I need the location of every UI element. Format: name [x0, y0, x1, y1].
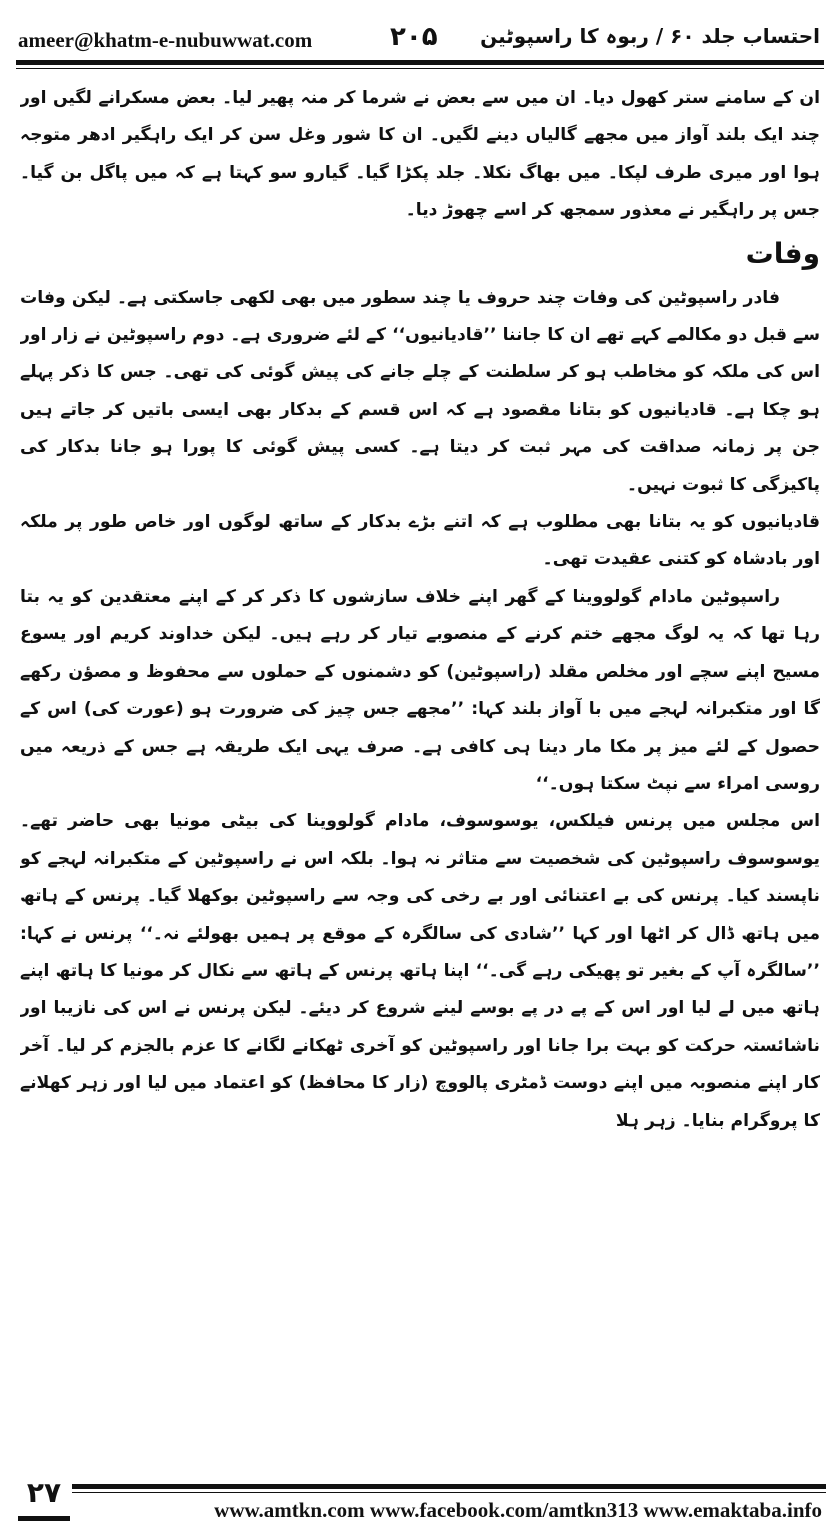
header-title: احتساب جلد ۶۰ / ربوہ کا راسپوٹین	[480, 24, 820, 48]
page-footer	[14, 1476, 826, 1530]
header-email: ameer@khatm-e-nubuwwat.com	[18, 28, 313, 52]
footer-page-number: ۲۷	[18, 1476, 70, 1521]
section-heading: وفات	[745, 236, 820, 270]
paragraph-5: اس مجلس میں پرنس فیلکس، یوسوسوف، مادام گولووینا کی بیٹی مونیا بھی حاضر تھے۔ یوسوسوف راسپوٹین کی شخصیت سے متاثر نہ ہوا۔ بلکہ اس نے راسپوٹین کے متکبرانہ لہجے کو ناپسند کیا۔ پرنس کی بے اعتنائی اور بے رخی کی وجہ سے راسپوٹین بوکھلا گیا۔ پرنس کے ہاتھ میں ہاتھ ڈال کر اٹھا اور کہا ’’شادی کی سالگرہ کے موقع پر ہمیں بھولئے نہ۔‘‘ پرنس نے کہا: ’’سالگرہ آپ کے بغیر تو پھیکی رہے گی۔‘‘ اپنا ہاتھ پرنس کے ہاتھ سے نکال کر مونیا کا ہاتھ اپنے ہاتھ میں لے لیا اور اس کے پے در پے بوسے لینے شروع کر دیئے۔ لیکن پرنس نے اس کی نازیبا اور ناشائستہ حرکت کو بہت برا جانا اور راسپوٹین کو آخری ٹھکانے لگانے کا عزم بالجزم کر لیا۔ آخر کار اپنے منصوبہ میں اپنے دوست ڈمٹری پالووچ (زار کا محافظ) کو اعتماد میں لیا اور زہر کھلانے کا پروگرام بنایا۔ زہر ہلا	[20, 811, 820, 1131]
paragraph-2: فادر راسپوٹین کی وفات چند حروف یا چند سطور میں بھی لکھی جاسکتی ہے۔ لیکن وفات سے قبل دو مکالمے کہے تھے ان کا جاننا ’’قادیانیوں‘‘ کے لئے ضروری ہے۔ دوم راسپوٹین نے زار اور اس کی ملکہ کو مخاطب ہو کر سلطنت کے چلے جانے کی پیش گوئی کی تھی۔ جس کا ذکر پہلے ہو چکا ہے۔ قادیانیوں کو بتانا مقصود ہے کہ اس قسم کے بدکار بھی ایسی باتیں کر جاتے ہیں جن پر زمانہ صداقت کی مہر ثبت کر دیتا ہے۔ کسی پیش گوئی کا پورا ہو جانا بدکار کی پاکیزگی کا ثبوت نہیں۔	[20, 287, 820, 495]
footer-rule-thick	[72, 1484, 826, 1489]
footer-rule-thin	[72, 1492, 826, 1493]
paragraph-4: راسپوٹین مادام گولووینا کے گھر اپنے خلاف سازشوں کا ذکر کر کے اپنے معتقدین کو یہ بتا رہا تھا کہ یہ لوگ مجھے ختم کرنے کے منصوبے تیار کر رہے ہیں۔ لیکن خداوند کریم اور یسوع مسیح اپنے سچے اور مخلص مقلد (راسپوٹین) کو دشمنوں کے حملوں سے محفوظ و مصؤن رکھے گا اور متکبرانہ لہجے میں با آواز بلند کہا: ’’مجھے جس چیز کی ضرورت ہو (عورت کی) اس کے حصول کے لئے میز پر مکا مار دینا ہی کافی ہے۔ صرف یہی ایک طریقہ ہے جس کے ذریعہ میں روسی امراء سے نپٹ سکتا ہوں۔‘‘	[20, 586, 820, 794]
footer-links: www.amtkn.com www.facebook.com/amtkn313 www.emaktaba.info	[214, 1498, 822, 1522]
paragraph-3: قادیانیوں کو یہ بتانا بھی مطلوب ہے کہ اتنے بڑے بدکار کے ساتھ لوگوں اور خاص طور پر ملکہ اور بادشاہ کو کتنی عقیدت تھی۔	[20, 512, 820, 570]
header-page-number: ۲۰۵	[390, 22, 438, 52]
page-header	[14, 14, 826, 56]
paragraph-1: ان کے سامنے ستر کھول دیا۔ ان میں سے بعض نے شرما کر منہ پھیر لیا۔ بعض مسکرانے لگیں اور چند ایک بلند آواز میں مجھے گالیاں دینے لگیں۔ ان کا شور وغل سن کر ایک راہگیر ادھر متوجہ ہوا اور میری طرف لپکا۔ میں بھاگ نکلا۔ جلد پکڑا گیا۔ گیارو سو کہتا ہے کہ میں پاگل بن گیا۔ جس پر راہگیر نے معذور سمجھ کر اسے چھوڑ دیا۔	[20, 88, 820, 221]
page-body	[20, 80, 820, 1472]
header-rule-thick	[16, 60, 824, 65]
header-rule-thin	[16, 68, 824, 69]
